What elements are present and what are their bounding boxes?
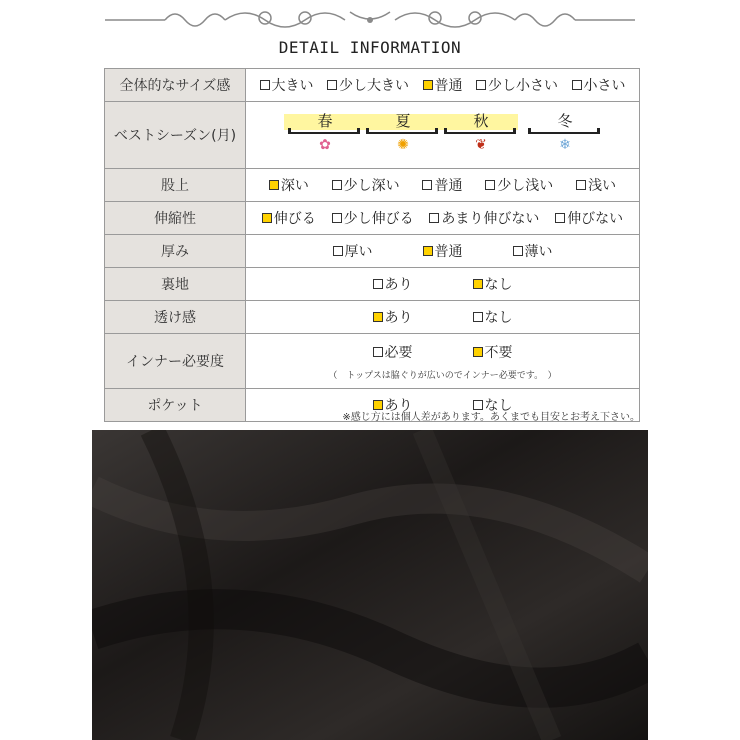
option: [473, 274, 513, 294]
empty-box-icon: [327, 80, 337, 90]
row-label: 全体的なサイズ感: [105, 69, 246, 102]
season-1: [310, 110, 340, 153]
option-label: 薄い: [524, 244, 553, 260]
row-value: [246, 102, 640, 169]
option-label: あり: [384, 277, 413, 293]
option: [333, 241, 373, 261]
option: [373, 274, 413, 294]
empty-box-icon: [572, 80, 582, 90]
empty-box-icon: [473, 312, 483, 322]
row-label: 透け感: [105, 301, 246, 334]
spec-row: [105, 69, 640, 102]
sunflower-icon: ✺: [397, 137, 409, 153]
option: [327, 75, 409, 95]
option: [576, 175, 616, 195]
option-group: [246, 69, 639, 101]
empty-box-icon: [576, 180, 586, 190]
option-label: あり: [384, 310, 413, 326]
row-value: [246, 301, 640, 334]
option: [555, 208, 623, 228]
season-4: [550, 110, 580, 153]
option-label: 少し浅い: [497, 178, 554, 194]
season-chart: [246, 102, 639, 168]
empty-box-icon: [422, 180, 432, 190]
option: [373, 342, 413, 362]
option: [513, 241, 553, 261]
option-label: 浅い: [588, 178, 617, 194]
empty-box-icon: [476, 80, 486, 90]
empty-box-icon: [429, 213, 439, 223]
option-label: 深い: [280, 178, 309, 194]
option-label: 少し深い: [343, 178, 400, 194]
season-name: 冬: [557, 112, 573, 130]
season-2: [388, 110, 418, 153]
option-label: 伸びる: [273, 211, 316, 227]
option: [260, 75, 314, 95]
spec-row: [105, 169, 640, 202]
row-label: 伸縮性: [105, 202, 246, 235]
option: [476, 75, 558, 95]
option: [422, 175, 462, 195]
option-group: [246, 268, 639, 300]
empty-box-icon: [333, 246, 343, 256]
option: [423, 75, 463, 95]
row-label: 裏地: [105, 268, 246, 301]
spec-row: [105, 202, 640, 235]
spec-row: [105, 268, 640, 301]
option-label: なし: [484, 398, 513, 414]
checked-box-icon: [423, 80, 433, 90]
option: [262, 208, 316, 228]
option-label: 伸びない: [567, 211, 624, 227]
option-label: あり: [384, 398, 413, 414]
option-label: 少し小さい: [488, 78, 558, 94]
empty-box-icon: [332, 213, 342, 223]
option-label: なし: [484, 310, 513, 326]
empty-box-icon: [485, 180, 495, 190]
option-label: 大きい: [271, 78, 314, 94]
season-name: 春: [317, 112, 333, 130]
option: [473, 307, 513, 327]
row-label: 厚み: [105, 235, 246, 268]
season-3: [466, 110, 496, 153]
option-group: [246, 301, 639, 333]
option: [423, 241, 463, 261]
page-title: DETAIL INFORMATION: [278, 38, 462, 57]
spec-row: [105, 102, 640, 169]
checked-box-icon: [269, 180, 279, 190]
option: [473, 342, 513, 362]
option-label: 少し大きい: [339, 78, 409, 94]
row-label: インナー必要度: [105, 334, 246, 389]
option-label: 厚い: [344, 244, 373, 260]
option: [485, 175, 553, 195]
empty-box-icon: [373, 279, 383, 289]
option: [373, 307, 413, 327]
empty-box-icon: [332, 180, 342, 190]
checked-box-icon: [473, 347, 483, 357]
spec-row: [105, 235, 640, 268]
snowflake-icon: ❄: [559, 137, 571, 153]
option-label: 普通: [434, 78, 463, 94]
empty-box-icon: [555, 213, 565, 223]
option: [332, 175, 400, 195]
option-group: [246, 235, 639, 267]
season-name: 夏: [395, 112, 411, 130]
option-label: あまり伸びない: [441, 211, 540, 227]
fabric-photo: [92, 430, 648, 740]
option-label: 小さい: [583, 78, 626, 94]
checked-box-icon: [373, 312, 383, 322]
empty-box-icon: [373, 347, 383, 357]
checked-box-icon: [262, 213, 272, 223]
option-label: 普通: [434, 244, 463, 260]
checked-box-icon: [473, 279, 483, 289]
row-value: [246, 169, 640, 202]
empty-box-icon: [513, 246, 523, 256]
option: [572, 75, 626, 95]
option-label: 不要: [484, 345, 513, 361]
row-value: [246, 202, 640, 235]
season-name: 秋: [473, 112, 489, 130]
option-group: [246, 202, 639, 234]
flower-icon: ✿: [319, 137, 331, 153]
row-label: 股上: [105, 169, 246, 202]
row-note: （ トップスは脇ぐりが広いのでインナー必要です。 ）: [328, 371, 557, 381]
option-label: 必要: [384, 345, 413, 361]
row-label: ポケット: [105, 389, 246, 422]
spec-table: [104, 68, 640, 422]
footnote: ※感じ方には個人差があります。あくまでも目安とお考え下さい。: [342, 412, 640, 423]
option-group: [246, 340, 639, 364]
option-group: [246, 169, 639, 201]
spec-row: [105, 334, 640, 389]
option: [429, 208, 539, 228]
option: [269, 175, 309, 195]
row-value: [246, 268, 640, 301]
row-value: [246, 235, 640, 268]
maple-leaf-icon: ❦: [475, 137, 487, 153]
option-label: 少し伸びる: [343, 211, 414, 227]
checked-box-icon: [423, 246, 433, 256]
option-label: なし: [484, 277, 513, 293]
option: [332, 208, 414, 228]
row-label: ベストシーズン(月): [105, 102, 246, 169]
row-value: [246, 69, 640, 102]
decorative-ornament: [105, 6, 635, 32]
empty-box-icon: [260, 80, 270, 90]
spec-row: [105, 301, 640, 334]
row-value: [246, 334, 640, 389]
option-label: 普通: [434, 178, 463, 194]
